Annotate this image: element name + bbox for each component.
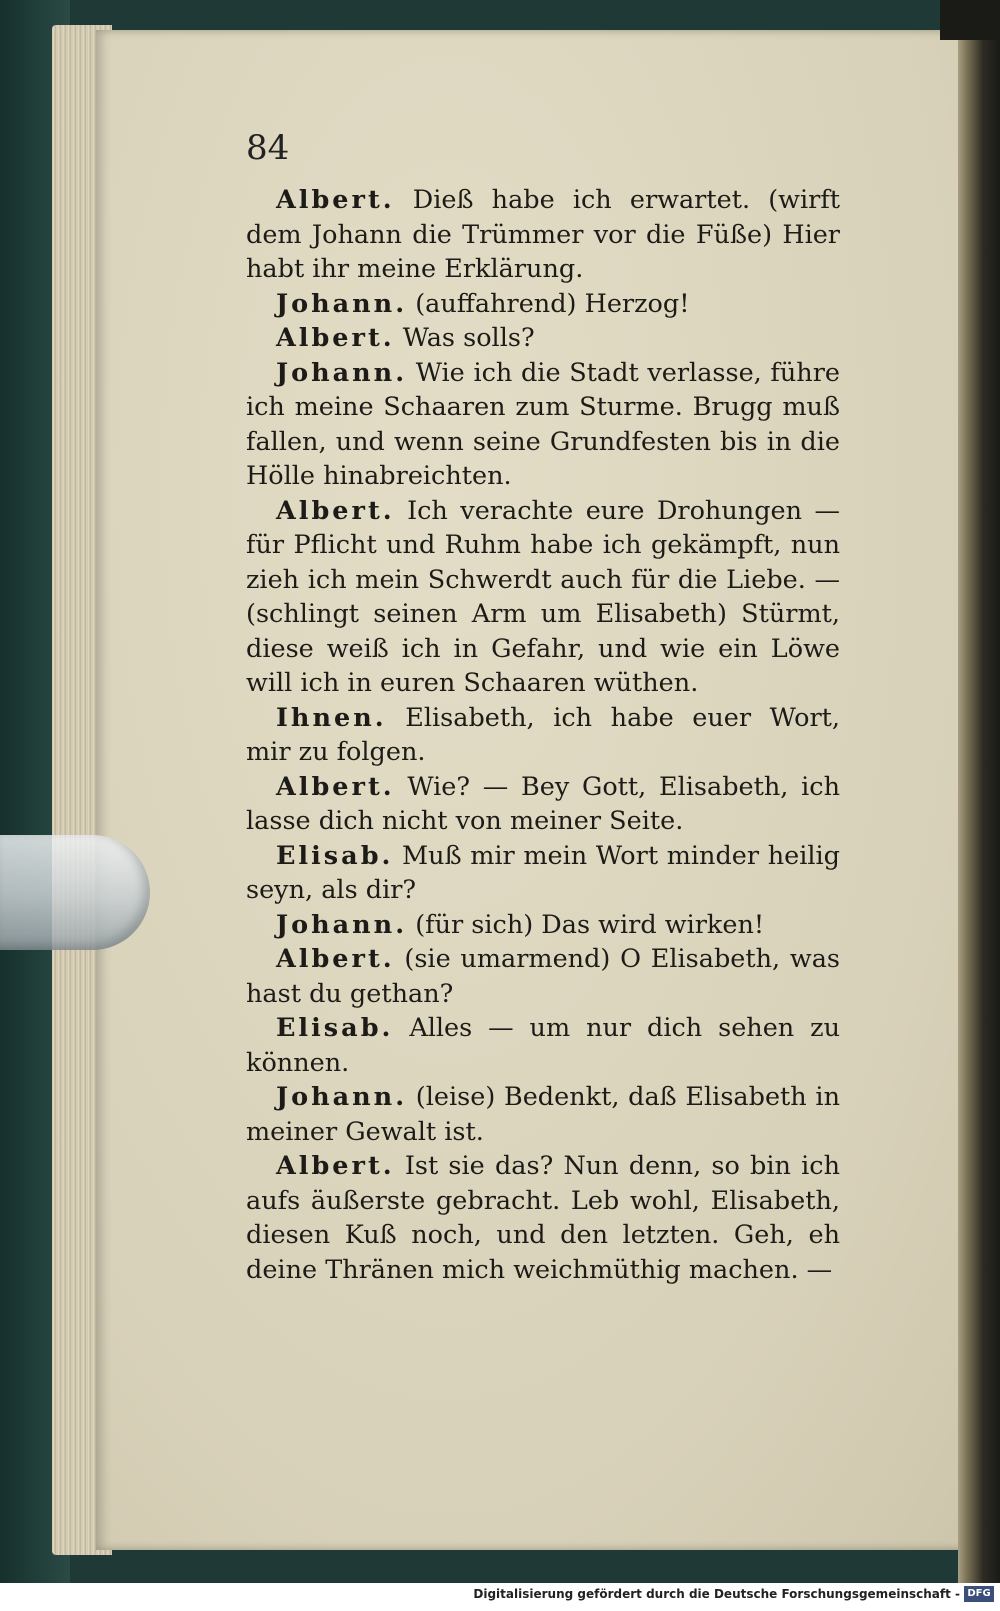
speaker: Albert. bbox=[276, 185, 395, 215]
speaker: Johann. bbox=[276, 357, 408, 388]
play-text bbox=[246, 183, 840, 1287]
dialogue-text: (auffahrend) Herzog! bbox=[415, 288, 690, 319]
speaker: Ihnen. bbox=[276, 702, 387, 733]
dialogue-line-5 bbox=[246, 494, 840, 701]
speaker: Elisab. bbox=[276, 1013, 394, 1043]
dialogue-line-10 bbox=[246, 942, 840, 1011]
dialogue-text: (sie umarmend) O Elisabeth, was hast du gethan? bbox=[246, 944, 841, 1009]
dialogue-text: Ich verachte eure Drohungen — für Pflicht und Ruhm habe ich gekämpft, nun zieh ich mein Schwerdt auch für die Liebe. — (schlingt seinen Arm um Elisabeth) Stürmt, diese weiß ich in Gefahr, und wie ein Löwe will ich in euren Schaaren wüthen. bbox=[246, 495, 840, 698]
dialogue-text: Dieß habe ich erwartet. (wirft dem Johann die Trümmer vor die Füße) Hier habt ihr meine Erklärung. bbox=[246, 185, 841, 284]
dialogue-line-2 bbox=[246, 287, 840, 322]
speaker: Johann. bbox=[276, 1082, 408, 1112]
dialogue-text: Was solls? bbox=[402, 323, 535, 353]
speaker: Albert. bbox=[276, 771, 395, 802]
dialogue-line-3 bbox=[246, 321, 840, 356]
speaker: Johann. bbox=[276, 288, 408, 319]
dialogue-line-12 bbox=[246, 1080, 840, 1149]
page-clip bbox=[0, 835, 150, 950]
dialogue-text: Elisabeth, ich habe euer Wort, mir zu folgen. bbox=[246, 702, 840, 767]
book-cover-corner bbox=[940, 0, 1000, 40]
dialogue-text: Wie? — Bey Gott, Elisabeth, ich lasse dich nicht von meiner Seite. bbox=[246, 771, 840, 836]
speaker: Johann. bbox=[276, 909, 408, 940]
speaker: Albert. bbox=[276, 323, 395, 353]
dialogue-line-9 bbox=[246, 908, 840, 943]
dialogue-text: (für sich) Das wird wirken! bbox=[415, 909, 765, 940]
dialogue-text: Muß mir mein Wort minder heilig seyn, als dir? bbox=[246, 840, 841, 905]
speaker: Albert. bbox=[276, 1151, 395, 1181]
dfg-logo: DFG bbox=[964, 1586, 994, 1602]
dialogue-line-13 bbox=[246, 1149, 840, 1287]
dialogue-line-11 bbox=[246, 1011, 840, 1080]
speaker: Elisab. bbox=[276, 840, 394, 871]
dialogue-text: (leise) Bedenkt, daß Elisabeth in meiner Gewalt ist. bbox=[246, 1082, 840, 1147]
dialogue-line-8 bbox=[246, 839, 840, 908]
footer-credit: Digitalisierung gefördert durch die Deutsche Forschungsgemeinschaft - bbox=[473, 1587, 960, 1601]
book-cover-right bbox=[958, 0, 1000, 1611]
dialogue-text: Wie ich die Stadt verlasse, führe ich meine Schaaren zum Sturme. Brugg muß fallen, und wenn seine Grundfesten bis in die Hölle hinabreichten. bbox=[246, 357, 840, 491]
page-number: 84 bbox=[246, 128, 290, 168]
dialogue-line-6 bbox=[246, 701, 840, 770]
dialogue-line-1 bbox=[246, 183, 840, 287]
dialogue-text: Ist sie das? Nun denn, so bin ich aufs äußerste gebracht. Leb wohl, Elisabeth, diesen Kuß noch, und den letzten. Geh, eh deine Thränen mich weichmüthig machen. — bbox=[246, 1151, 840, 1285]
speaker: Albert. bbox=[276, 944, 395, 974]
dialogue-text: Alles — um nur dich sehen zu können. bbox=[246, 1013, 840, 1078]
speaker: Albert. bbox=[276, 495, 395, 526]
dialogue-line-4 bbox=[246, 356, 840, 494]
dialogue-line-7 bbox=[246, 770, 840, 839]
